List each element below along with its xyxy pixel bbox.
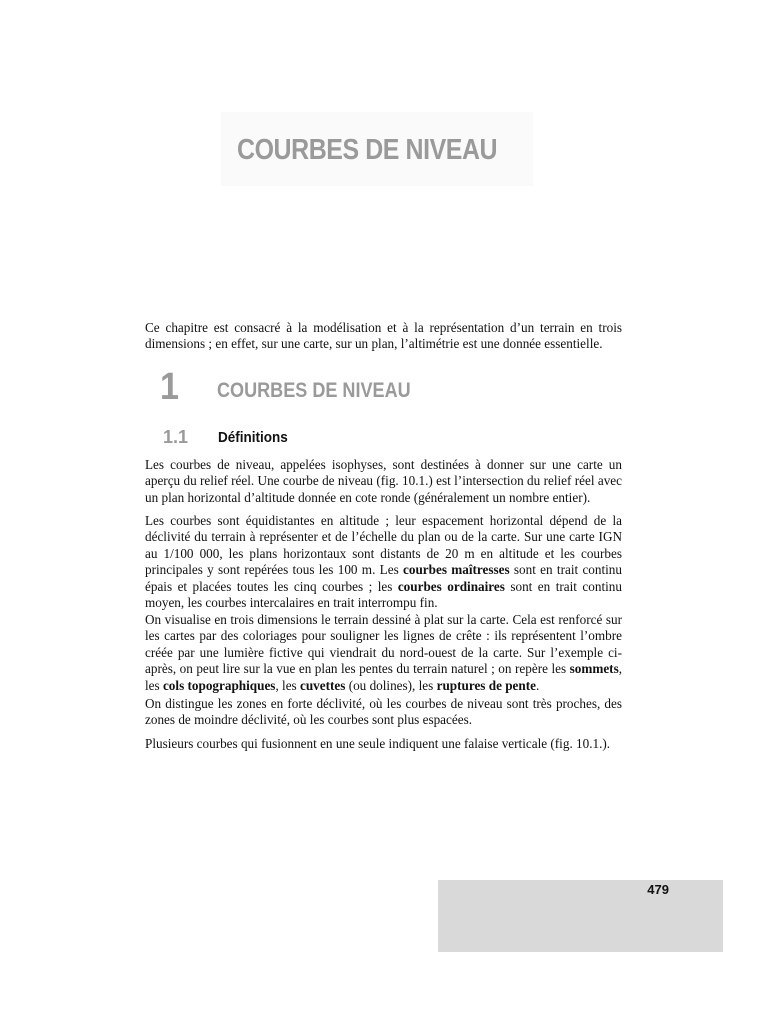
term-courbes-ordinaires: courbes ordinaires: [397, 578, 505, 594]
section-title: COURBES DE NIVEAU: [217, 379, 411, 402]
text-run: , les: [145, 661, 622, 693]
paragraph-declivite: On distingue les zones en forte déclivité, où les courbes de niveau sont très proches, des zones de moindre déclivité, où les courbes sont plus espacées.: [145, 696, 622, 728]
text-run: sont en trait continu épais et placées toutes les cinq courbes ; les: [145, 562, 622, 594]
term-ruptures-de-pente: ruptures de pente: [436, 677, 536, 693]
page-number: 479: [647, 882, 669, 897]
page-number-box: [438, 880, 723, 952]
text-run: .: [536, 677, 540, 693]
term-sommets: sommets: [569, 661, 619, 677]
subsection-title: Définitions: [218, 429, 288, 446]
text-run: sont en trait continu moyen, les courbes intercalaires en trait interrompu fin.: [145, 578, 622, 611]
paragraph-falaise: Plusieurs courbes qui fusionnent en une seule indiquent une falaise verticale (fig. 10.1.).: [145, 736, 611, 751]
subsection-number: 1.1: [163, 427, 189, 447]
paragraph-equidistance: [145, 513, 622, 611]
term-cols-topographiques: cols topographiques: [162, 677, 276, 693]
intro-paragraph: Ce chapitre est consacré à la modélisation et à la représentation d’un terrain en trois dimensions ; en effet, sur une carte, sur un plan, l’altimétrie est une donnée essentielle.: [145, 320, 622, 352]
text-run: Les courbes sont équidistantes en altitude ; leur espacement horizontal dépend de la déclivité du terrain à représenter et de l’échelle du plan ou de la carte. Sur une carte IGN au 1/100 000, les plans horizontaux sont distants de 20 m en altitude et les courbes principales y sont repérées tous les 100 m. Les: [145, 513, 622, 578]
text-run: (ou dolines), les: [345, 677, 437, 693]
text-run: , les: [275, 677, 300, 693]
paragraph-definition: Les courbes de niveau, appelées isophyses, sont destinées à donner sur une carte un aperçu du relief réel. Une courbe de niveau (fig. 10.1.) est l’intersection du relief réel avec un plan horizontal d’altitude donnée en cote ronde (généralement un nombre entier).: [145, 457, 622, 505]
term-cuvettes: cuvettes: [299, 677, 346, 693]
text-run: On visualise en trois dimensions le terrain dessiné à plat sur la carte. Cela est renforcé sur les cartes par des coloriages pour souligner les lignes de crête : ils représentent l’ombre créée par une lumière fictive qui viendrait du nord-ouest de la carte. Sur l’exemple ci-après, on peut lire sur la vue en plan les pentes du terrain naturel ; on repère les: [145, 612, 622, 677]
term-courbes-maitresses: courbes maîtresses: [403, 562, 510, 578]
chapter-title: COURBES DE NIVEAU: [237, 134, 498, 166]
section-number: 1: [160, 366, 180, 408]
paragraph-visualisation: [145, 612, 622, 694]
